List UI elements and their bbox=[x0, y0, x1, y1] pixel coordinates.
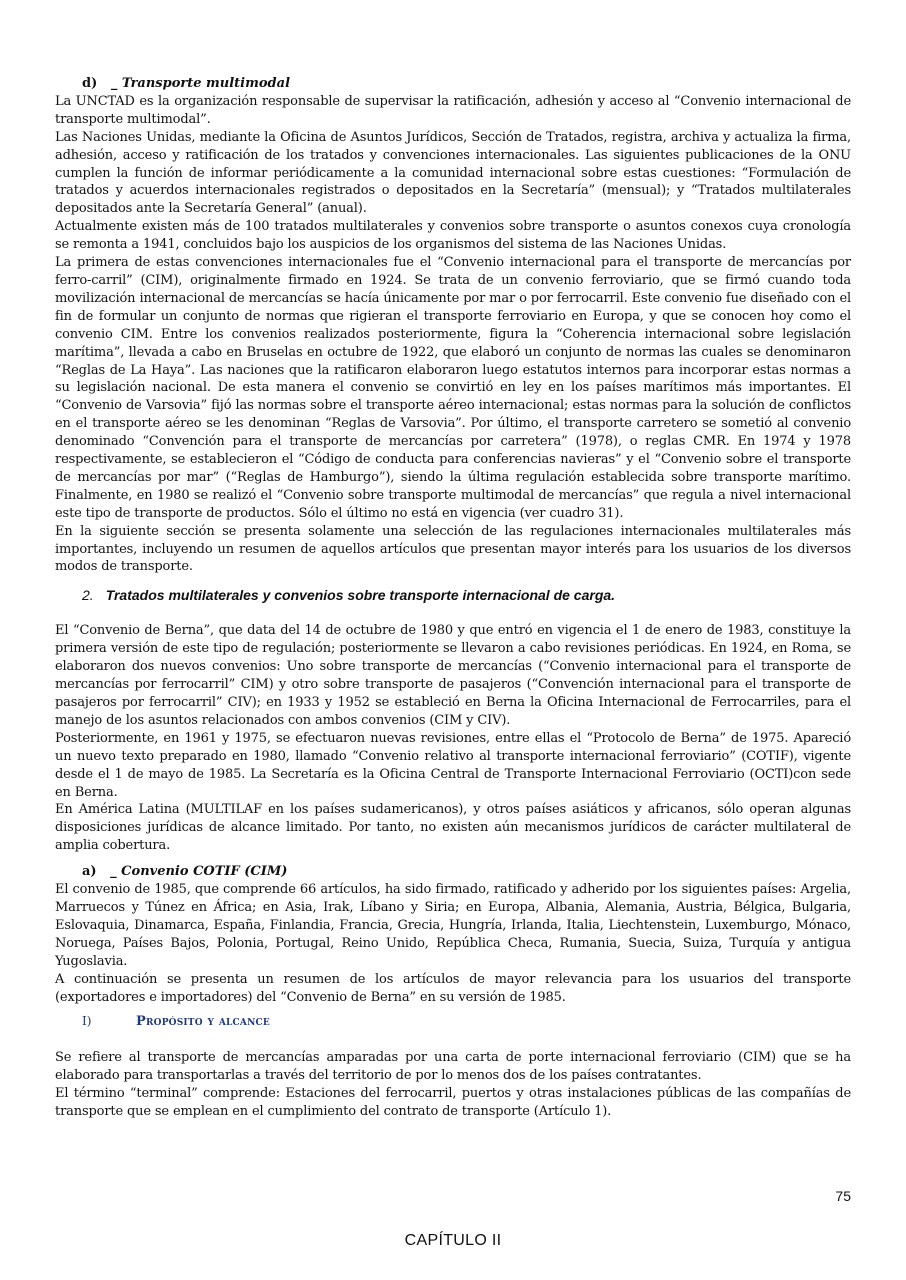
paragraph: Actualmente existen más de 100 tratados multilaterales y convenios sobre transporte o asuntos conexos cuya cronología se remonta a 1941, concluidos bajo los auspicios de los organismos del sistema de las Naciones Unidas. bbox=[55, 219, 851, 253]
paragraph: El “Convenio de Berna”, que data del 14 de octubre de 1980 y que entró en vigencia el 1 de enero de 1983, constituye la primera versión de este tipo de regulación; posteriormente se llevaron a cabo revisiones periódicas. En 1924, en Roma, se elaboraron dos nuevos convenios: Uno sobre transporte de mercancías (“Convenio internacional para el transporte de mercancías por ferrocarril” CIM) y otro sobre transporte de pasajeros (“Convención internacional para el transporte de pasajeros por ferrocarril” CIV); en 1933 y 1952 se estableció en Berna la Oficina Internacional de Ferrocarriles, para el manejo de los asuntos relacionados con ambos convenios (CIM y CIV). bbox=[55, 623, 851, 728]
section-title: Tratados multilaterales y convenios sobre transporte internacional de carga. bbox=[105, 587, 616, 604]
paragraph: Las Naciones Unidas, mediante la Oficina de Asuntos Jurídicos, Sección de Tratados, registra, archiva y actualiza la firma, adhesión, acceso y ratificación de los tratados y convenciones internacionales. Las siguientes publicaciones de la ONU cumplen la función de informar periódicamente a la comunidad internacional sobre estas cuestiones: “Formulación de tratados y acuerdos internacionales registrados o depositados en la Secretaría” (mensual); y “Tratados multilaterales depositados ante la Secretaría General” (anual). bbox=[55, 129, 851, 217]
roman-heading bbox=[55, 1012, 851, 1031]
document-page bbox=[55, 75, 851, 1121]
paragraph: Posteriormente, en 1961 y 1975, se efectuaron nuevas revisiones, entre ellas el “Protocolo de Berna” de 1975. Apareció un nuevo texto preparado en 1980, llamado “Convenio relativo al transporte internacional ferroviario” (COTIF), vigente desde el 1 de mayo de 1985. La Secretaría es la Oficina Central de Transporte Internacional Ferroviario (OCTI)con sede en Berna. bbox=[55, 730, 851, 800]
subsection-label: a) bbox=[82, 864, 97, 880]
subsection-title: _ Convenio COTIF (CIM) bbox=[110, 864, 288, 880]
paragraph: En América Latina (MULTILAF en los países sudamericanos), y otros países asiáticos y africanos, sólo operan algunas disposiciones jurídicas de alcance limitado. Por tanto, no existen aún mecanismos jurídicos de carácter multilateral de amplia cobertura. bbox=[55, 802, 851, 854]
subsection-label: d) bbox=[82, 76, 98, 91]
paragraph: Se refiere al transporte de mercancías amparadas por una carta de porte internacional ferroviario (CIM) que se ha elaborado para transportarlas a través del territorio de por lo menos dos de los países contratantes. bbox=[55, 1050, 851, 1084]
roman-numeral: I) bbox=[82, 1014, 92, 1029]
paragraph: A continuación se presenta un resumen de los artículos de mayor relevancia para los usuarios del transporte (exportadores e importadores) del “Convenio de Berna” en su versión de 1985. bbox=[55, 971, 851, 1005]
subsection-d-heading bbox=[55, 75, 851, 93]
subsection-title: _ Transporte multimodal bbox=[110, 76, 291, 91]
paragraph: La primera de estas convenciones internacionales fue el “Convenio internacional para el transporte de mercancías por ferro-carril” (CIM), originalmente firmado en 1924. Se trata de un convenio ferroviario, que se firmó cuando toda movilización internacional de mercancías se hacía únicamente por mar o por ferrocarril. Este convenio fue diseñado con el fin de formular un conjunto de normas que rigieran el transporte ferroviario en Europa, y que se conocen hoy como el convenio CIM. Entre los convenios realizados posteriormente, figura la “Coherencia internacional sobre legislación marítima”, llevada a cabo en Bruselas en octubre de 1922, que elaboró un conjunto de normas las cuales se denominaron “Reglas de La Haya”. Las naciones que la ratificaron elaboraron luego estatutos internos para incorporar estas normas a su legislación nacional. De esta manera el convenio se convirtió en ley en los países marítimos más importantes. El “Convenio de Varsovia” fijó las normas sobre el transporte aéreo internacional; estas normas para la solución de conflictos en el transporte aéreo se les denominan “Reglas de Varsovia”. Por último, el transporte carretero se sometió al convenio denominado “Convención para el transporte de mercancías por carretera” (1978), o reglas CMR. En 1974 y 1978 respectivamente, se establecieron el “Código de conducta para conferencias navieras” y el “Convenio sobre el transporte de mercancías por mar” (“Reglas de Hamburgo”), siendo la última regulación establecida sobre transporte marítimo. Finalmente, en 1980 se realizó el “Convenio sobre transporte multimodal de mercancías” que regula a nivel internacional este tipo de transporte de productos. Sólo el último no está en vigencia (ver cuadro 31). bbox=[55, 255, 851, 521]
subsection-a-heading bbox=[55, 863, 851, 881]
roman-title: Propósito y alcance bbox=[136, 1014, 270, 1030]
chapter-footer: CAPÍTULO II bbox=[404, 1232, 502, 1249]
page-number: 75 bbox=[835, 1188, 851, 1204]
paragraph: La UNCTAD es la organización responsable de supervisar la ratificación, adhesión y acceso al “Convenio internacional de transporte multimodal”. bbox=[55, 93, 851, 127]
paragraph: El convenio de 1985, que comprende 66 artículos, ha sido firmado, ratificado y adherido por los siguientes países: Argelia, Marruecos y Túnez en África; en Asia, Irak, Líbano y Siria; en Europa, Albania, Alemania, Austria, Bélgica, Bulgaria, Eslovaquia, Dinamarca, España, Finlandia, Francia, Grecia, Hungría, Irlanda, Italia, Liechtenstein, Luxemburgo, Mónaco, Noruega, Países Bajos, Polonia, Portugal, Reino Unido, República Checa, Rumania, Suecia, Suiza, Turquía y antigua Yugoslavia. bbox=[55, 882, 851, 969]
paragraph: En la siguiente sección se presenta solamente una selección de las regulaciones internacionales multilaterales más importantes, incluyendo un resumen de aquellos artículos que presentan mayor interés para los usuarios de los diversos modos de transporte. bbox=[55, 523, 851, 575]
paragraph: El término “terminal” comprende: Estaciones del ferrocarril, puertos y otras instalaciones públicas de las compañías de transporte que se emplean en el cumplimiento del contrato de transporte (Artículo 1). bbox=[55, 1086, 851, 1120]
section-2-heading bbox=[55, 586, 851, 604]
section-number: 2. bbox=[82, 587, 94, 604]
